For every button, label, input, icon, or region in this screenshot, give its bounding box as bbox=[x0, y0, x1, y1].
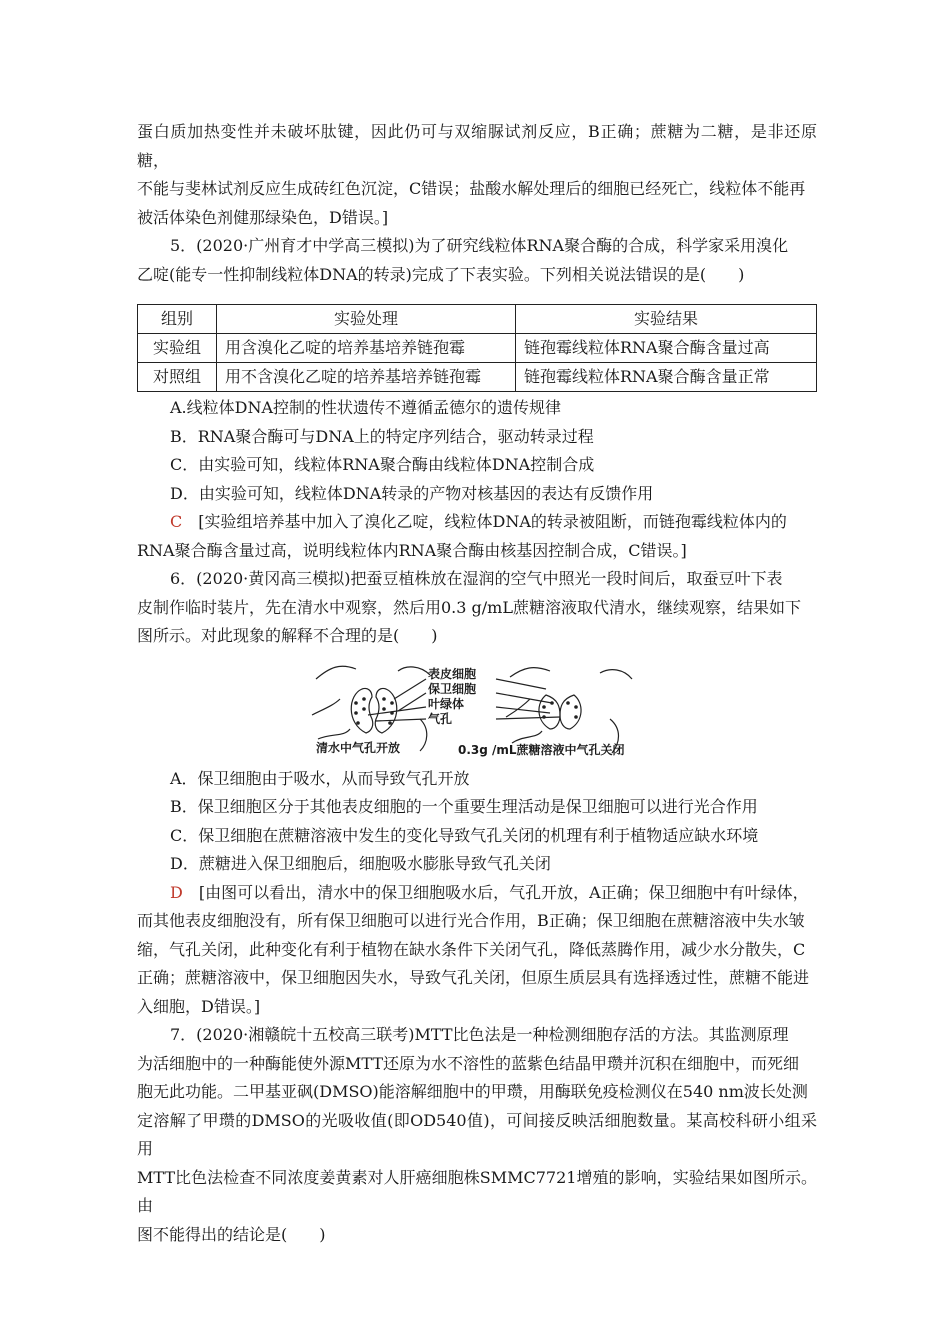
continuation-line-3: 被活体染色剂健那绿染色，D错误。] bbox=[137, 207, 389, 227]
q6-option-b: B．保卫细胞区分于其他表皮细胞的一个重要生理活动是保卫细胞可以进行光合作用 bbox=[170, 797, 758, 816]
table-cell: 用含溴化乙啶的培养基培养链孢霉 bbox=[217, 334, 516, 363]
q5-explanation-text: [实验组培养基中加入了溴化乙啶，线粒体DNA的转录被阻断，而链孢霉线粒体内的 bbox=[182, 512, 787, 531]
q7-stem-line-1: 7．(2020·湘赣皖十五校高三联考)MTT比色法是一种检测细胞存活的方法。其监测原理 bbox=[170, 1025, 789, 1044]
q5-option-c: C．由实验可知，线粒体RNA聚合酶由线粒体DNA控制合成 bbox=[170, 455, 595, 474]
q6-stem-line-3: 图所示。对此现象的解释不合理的是( ) bbox=[137, 626, 438, 645]
q7-stem-line-5: MTT比色法检查不同浓度姜黄素对人肝癌细胞株SMMC7721增殖的影响，实验结果如图所示。由 bbox=[137, 1167, 817, 1215]
q5-stem-line-2: 乙啶(能专一性抑制线粒体DNA的转录)完成了下表实验。下列相关说法错误的是( ) bbox=[137, 264, 745, 284]
table-cell: 链孢霉线粒体RNA聚合酶含量过高 bbox=[516, 334, 817, 363]
q7-stem-line-2: 为活细胞中的一种酶能使外源MTT还原为水不溶性的蓝紫色结晶甲瓒并沉积在细胞中，而死细 bbox=[137, 1053, 800, 1073]
label-stoma: 气孔 bbox=[428, 711, 453, 726]
q6-stem-line-1: 6．(2020·黄冈高三模拟)把蚕豆植株放在湿润的空气中照光一段时间后，取蚕豆叶下表 bbox=[170, 569, 783, 588]
q6-option-d: D．蔗糖进入保卫细胞后，细胞吸水膨胀导致气孔关闭 bbox=[170, 854, 551, 873]
q5-experiment-table bbox=[137, 304, 817, 392]
q6-option-c: C．保卫细胞在蔗糖溶液中发生的变化导致气孔关闭的机理有利于植物适应缺水环境 bbox=[170, 825, 759, 845]
continuation-line-1: 蛋白质加热变性并未破坏肽键，因此仍可与双缩脲试剂反应，B正确；蔗糖为二糖，是非还原糖， bbox=[137, 122, 817, 170]
q6-explanation-line-2: 而其他表皮细胞没有，所有保卫细胞可以进行光合作用，B正确；保卫细胞在蔗糖溶液中失水皱 bbox=[137, 911, 805, 930]
table-row bbox=[138, 363, 817, 392]
q5-explanation-line-1 bbox=[137, 508, 817, 537]
q7-stem-line-3: 胞无此功能。二甲基亚砜(DMSO)能溶解细胞中的甲瓒，用酶联免疫检测仪在540 nm波长处测 bbox=[137, 1082, 808, 1101]
q6-explanation-text: [由图可以看出，清水中的保卫细胞吸水后，气孔开放，A正确；保卫细胞中有叶绿体， bbox=[182, 882, 809, 902]
table-header-row bbox=[138, 305, 817, 334]
table-cell: 对照组 bbox=[138, 363, 217, 392]
table-header: 组别 bbox=[138, 305, 217, 334]
continuation-line-2: 不能与斐林试剂反应生成砖红色沉淀，C错误；盐酸水解处理后的细胞已经死亡，线粒体不能再 bbox=[137, 179, 806, 198]
table-cell: 用不含溴化乙啶的培养基培养链孢霉 bbox=[217, 363, 516, 392]
table-cell: 链孢霉线粒体RNA聚合酶含量正常 bbox=[516, 363, 817, 392]
q7-stem-line-4: 定溶解了甲瓒的DMSO的光吸收值(即OD540值)，可间接反映活细胞数量。某高校科研小组采用 bbox=[137, 1110, 817, 1158]
q6-explanation-line-4: 正确；蔗糖溶液中，保卫细胞因失水，导致气孔关闭，但原生质层具有选择透过性，蔗糖不能进 bbox=[137, 968, 810, 987]
table-row bbox=[138, 334, 817, 363]
table-header: 实验结果 bbox=[516, 305, 817, 334]
q5-option-b: B．RNA聚合酶可与DNA上的特定序列结合，驱动转录过程 bbox=[170, 426, 594, 446]
label-guard-cell: 保卫细胞 bbox=[428, 681, 477, 696]
q5-option-d: D．由实验可知，线粒体DNA转录的产物对核基因的表达有反馈作用 bbox=[170, 483, 654, 503]
table-header: 实验处理 bbox=[217, 305, 516, 334]
caption-closed-stoma: 0.3g /mL蔗糖溶液中气孔关闭 bbox=[458, 742, 625, 757]
stomata-figure bbox=[310, 659, 636, 759]
q5-stem-line-1: 5．(2020·广州育才中学高三模拟)为了研究线粒体RNA聚合酶的合成，科学家采用溴化 bbox=[170, 236, 789, 255]
q6-explanation-line-5: 入细胞，D错误。] bbox=[137, 996, 261, 1016]
q6-stem-line-2: 皮制作临时装片，先在清水中观察，然后用0.3 g/mL蔗糖溶液取代清水，继续观察，结果如下 bbox=[137, 597, 801, 617]
q5-option-a: A.线粒体DNA控制的性状遗传不遵循孟德尔的遗传规律 bbox=[170, 398, 562, 417]
q6-explanation-line-3: 缩，气孔关闭，此种变化有利于植物在缺水条件下关闭气孔，降低蒸腾作用，减少水分散失，C bbox=[137, 939, 806, 959]
caption-open-stoma: 清水中气孔开放 bbox=[316, 740, 401, 755]
label-epidermal-cell: 表皮细胞 bbox=[428, 666, 477, 681]
q5-explanation-line-2: RNA聚合酶含量过高，说明线粒体内RNA聚合酶由核基因控制合成，C错误。] bbox=[137, 540, 687, 560]
table-cell: 实验组 bbox=[138, 334, 217, 363]
label-chloroplast: 叶绿体 bbox=[428, 696, 465, 711]
document-page bbox=[137, 118, 817, 1249]
q5-answer-letter: C bbox=[170, 512, 183, 531]
q6-explanation-line-1 bbox=[137, 879, 817, 908]
q6-answer-letter: D bbox=[170, 882, 183, 902]
q7-stem-line-6: 图不能得出的结论是( ) bbox=[137, 1224, 326, 1244]
q6-option-a: A．保卫细胞由于吸水，从而导致气孔开放 bbox=[170, 768, 470, 788]
